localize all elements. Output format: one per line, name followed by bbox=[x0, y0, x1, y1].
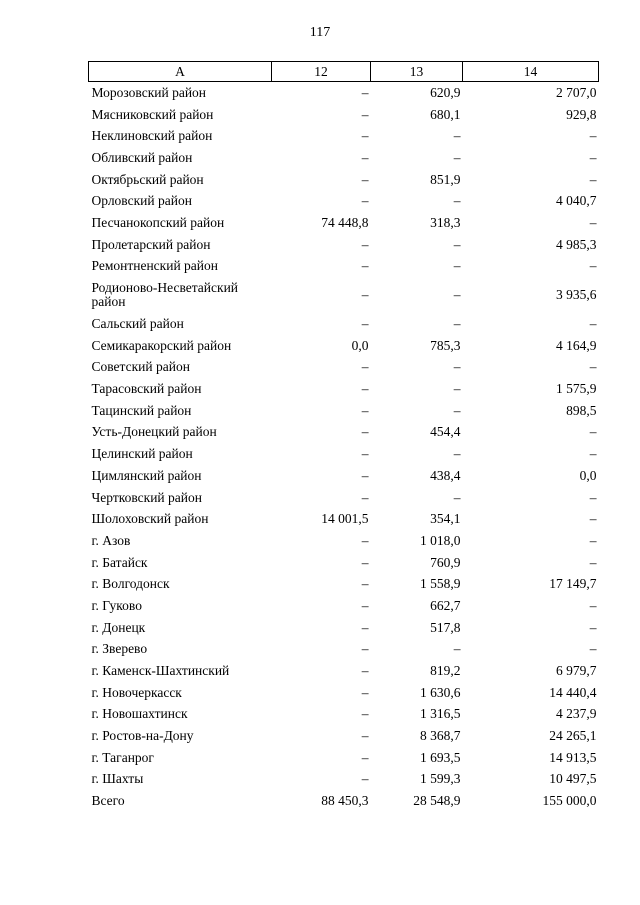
value-cell-col-12: – bbox=[361, 236, 369, 252]
table-row bbox=[89, 125, 599, 147]
value-cell-col-12: – bbox=[361, 258, 369, 274]
table-row bbox=[89, 682, 599, 704]
value-cell-col-14: 10 497,5 bbox=[549, 771, 597, 787]
value-cell-col-14: – bbox=[589, 597, 597, 613]
table-row bbox=[89, 704, 599, 726]
table-row bbox=[89, 169, 599, 191]
value-cell-col-12: – bbox=[361, 381, 369, 397]
header-cell-13: 13 bbox=[371, 62, 463, 82]
value-cell-col-12: – bbox=[361, 84, 369, 100]
value-cell-col-13: – bbox=[453, 359, 461, 375]
value-cell-col-14: – bbox=[589, 619, 597, 635]
row-label-cell: г. Волгодонск bbox=[91, 576, 170, 592]
value-cell-col-13: – bbox=[453, 258, 461, 274]
table-row bbox=[89, 660, 599, 682]
table-row bbox=[89, 508, 599, 530]
value-cell-col-12: – bbox=[361, 359, 369, 375]
value-cell-col-14: – bbox=[589, 641, 597, 657]
table-row bbox=[89, 190, 599, 212]
value-cell-col-14: 0,0 bbox=[579, 467, 597, 483]
value-cell-col-14: 14 913,5 bbox=[549, 749, 597, 765]
table-row bbox=[89, 552, 599, 574]
value-cell-col-13: – bbox=[453, 287, 461, 303]
data-table bbox=[88, 61, 599, 812]
row-label-cell: Орловский район bbox=[91, 193, 192, 209]
table-row bbox=[89, 277, 599, 313]
value-cell-col-14: 14 440,4 bbox=[549, 684, 597, 700]
value-cell-col-13: 785,3 bbox=[430, 337, 461, 353]
value-cell-col-12: – bbox=[361, 149, 369, 165]
row-label-cell: г. Шахты bbox=[91, 771, 144, 787]
value-cell-col-13: 1 018,0 bbox=[420, 532, 461, 548]
value-cell-col-14: – bbox=[589, 532, 597, 548]
value-cell-col-12: – bbox=[361, 467, 369, 483]
value-cell-col-13: – bbox=[453, 641, 461, 657]
value-cell-col-14: – bbox=[589, 214, 597, 230]
value-cell-col-14: – bbox=[589, 149, 597, 165]
value-cell-col-13: 438,4 bbox=[430, 467, 461, 483]
value-cell-col-14: – bbox=[589, 258, 597, 274]
table-row bbox=[89, 234, 599, 256]
table-row bbox=[89, 335, 599, 357]
value-cell-col-12: – bbox=[361, 684, 369, 700]
row-label-cell: Ремонтненский район bbox=[91, 258, 218, 274]
page-number: 117 bbox=[309, 25, 331, 40]
value-cell-col-12: – bbox=[361, 749, 369, 765]
row-label-cell: г. Новошахтинск bbox=[91, 706, 188, 722]
row-label-cell: г. Азов bbox=[91, 532, 131, 548]
row-label-cell: г. Зверево bbox=[91, 641, 148, 657]
table-row bbox=[89, 147, 599, 169]
row-label-cell: Пролетарский район bbox=[91, 236, 211, 252]
value-cell-col-13: 318,3 bbox=[430, 214, 461, 230]
row-label-cell: Обливский район bbox=[91, 149, 193, 165]
table-row bbox=[89, 256, 599, 278]
value-cell-col-12: 88 450,3 bbox=[321, 793, 369, 809]
value-cell-col-12: – bbox=[361, 532, 369, 548]
row-label-cell: Всего bbox=[91, 793, 125, 809]
value-cell-col-14: – bbox=[589, 128, 597, 144]
value-cell-col-13: 517,8 bbox=[430, 619, 461, 635]
row-label-cell: Тарасовский район bbox=[91, 381, 202, 397]
value-cell-col-12: – bbox=[361, 663, 369, 679]
value-cell-col-13: 354,1 bbox=[430, 511, 461, 527]
row-label-cell: г. Ростов-на-Дону bbox=[91, 728, 194, 744]
value-cell-col-12: – bbox=[361, 728, 369, 744]
table-header bbox=[89, 62, 599, 82]
value-cell-col-12: 14 001,5 bbox=[321, 511, 369, 527]
value-cell-col-13: 8 368,7 bbox=[420, 728, 461, 744]
value-cell-col-14: 6 979,7 bbox=[556, 663, 597, 679]
header-cell-12: 12 bbox=[272, 62, 371, 82]
value-cell-col-13: – bbox=[453, 236, 461, 252]
value-cell-col-12: – bbox=[361, 424, 369, 440]
header-row bbox=[89, 62, 599, 82]
value-cell-col-12: – bbox=[361, 576, 369, 592]
value-cell-col-14: 929,8 bbox=[566, 106, 597, 122]
table-row bbox=[89, 82, 599, 104]
table-row bbox=[89, 617, 599, 639]
value-cell-col-13: 454,4 bbox=[430, 424, 461, 440]
table-row bbox=[89, 790, 599, 812]
header-cell-a: А bbox=[89, 62, 272, 82]
row-label-cell: Октябрьский район bbox=[91, 171, 204, 187]
row-label-cell: г. Батайск bbox=[91, 554, 148, 570]
row-label-cell: Мясниковский район bbox=[91, 106, 214, 122]
value-cell-col-12: – bbox=[361, 171, 369, 187]
value-cell-col-14: 17 149,7 bbox=[549, 576, 597, 592]
value-cell-col-13: 1 558,9 bbox=[420, 576, 461, 592]
value-cell-col-12: – bbox=[361, 402, 369, 418]
table-row bbox=[89, 530, 599, 552]
value-cell-col-12: 74 448,8 bbox=[321, 214, 369, 230]
table-row bbox=[89, 313, 599, 335]
value-cell-col-14: – bbox=[589, 424, 597, 440]
value-cell-col-14: 155 000,0 bbox=[542, 793, 597, 809]
value-cell-col-12: – bbox=[361, 316, 369, 332]
row-label-cell: г. Гуково bbox=[91, 597, 142, 613]
value-cell-col-12: – bbox=[361, 619, 369, 635]
value-cell-col-14: 2 707,0 bbox=[556, 84, 597, 100]
table-row bbox=[89, 769, 599, 791]
value-cell-col-12: – bbox=[361, 706, 369, 722]
value-cell-col-14: 3 935,6 bbox=[556, 287, 597, 303]
value-cell-col-12: – bbox=[361, 489, 369, 505]
table-row bbox=[89, 487, 599, 509]
row-label-cell: Сальский район bbox=[91, 316, 184, 332]
value-cell-col-14: 898,5 bbox=[566, 402, 597, 418]
row-label-cell: Цимлянский район bbox=[91, 467, 202, 483]
value-cell-col-14: – bbox=[589, 554, 597, 570]
row-label-cell: Советский район bbox=[91, 359, 190, 375]
table-row bbox=[89, 465, 599, 487]
value-cell-col-13: 851,9 bbox=[430, 171, 461, 187]
value-cell-col-13: – bbox=[453, 489, 461, 505]
value-cell-col-12: – bbox=[361, 641, 369, 657]
value-cell-col-13: 1 316,5 bbox=[420, 706, 461, 722]
row-label-cell: г. Каменск-Шахтинский bbox=[91, 663, 230, 679]
row-label-cell: г. Новочеркасск bbox=[91, 684, 182, 700]
header-cell-14: 14 bbox=[463, 62, 599, 82]
row-label-cell: Неклиновский район bbox=[91, 128, 213, 144]
value-cell-col-14: – bbox=[589, 359, 597, 375]
table-row bbox=[89, 422, 599, 444]
value-cell-col-14: 4 985,3 bbox=[556, 236, 597, 252]
table-row bbox=[89, 573, 599, 595]
value-cell-col-13: – bbox=[453, 402, 461, 418]
value-cell-col-13: 662,7 bbox=[430, 597, 461, 613]
value-cell-col-13: 680,1 bbox=[430, 106, 461, 122]
value-cell-col-13: 760,9 bbox=[430, 554, 461, 570]
row-label-cell: Родионово-Несветайский район bbox=[91, 280, 239, 310]
value-cell-col-13: 1 599,3 bbox=[420, 771, 461, 787]
value-cell-col-14: 24 265,1 bbox=[549, 728, 597, 744]
value-cell-col-13: 620,9 bbox=[430, 84, 461, 100]
value-cell-col-14: – bbox=[589, 446, 597, 462]
value-cell-col-13: 1 630,6 bbox=[420, 684, 461, 700]
row-label-cell: Морозовский район bbox=[91, 84, 207, 100]
value-cell-col-13: – bbox=[453, 446, 461, 462]
row-label-cell: Целинский район bbox=[91, 446, 193, 462]
row-label-cell: Песчанокопский район bbox=[91, 214, 225, 230]
value-cell-col-12: – bbox=[361, 193, 369, 209]
table-row bbox=[89, 443, 599, 465]
table-row bbox=[89, 747, 599, 769]
value-cell-col-13: 28 548,9 bbox=[413, 793, 461, 809]
table-row bbox=[89, 400, 599, 422]
table-row bbox=[89, 357, 599, 379]
value-cell-col-12: – bbox=[361, 771, 369, 787]
table-row bbox=[89, 639, 599, 661]
row-label-cell: г. Таганрог bbox=[91, 749, 154, 765]
value-cell-col-14: – bbox=[589, 511, 597, 527]
value-cell-col-12: – bbox=[361, 597, 369, 613]
table-body bbox=[89, 82, 599, 813]
row-label-cell: г. Донецк bbox=[91, 619, 146, 635]
value-cell-col-12: – bbox=[361, 554, 369, 570]
value-cell-col-13: – bbox=[453, 149, 461, 165]
row-label-cell: Усть-Донецкий район bbox=[91, 424, 217, 440]
row-label-cell: Шолоховский район bbox=[91, 511, 209, 527]
value-cell-col-14: – bbox=[589, 316, 597, 332]
value-cell-col-14: 4 164,9 bbox=[556, 337, 597, 353]
value-cell-col-14: – bbox=[589, 489, 597, 505]
row-label-cell: Тацинский район bbox=[91, 402, 192, 418]
value-cell-col-14: – bbox=[589, 171, 597, 187]
value-cell-col-14: 1 575,9 bbox=[556, 381, 597, 397]
value-cell-col-14: 4 040,7 bbox=[556, 193, 597, 209]
value-cell-col-12: – bbox=[361, 446, 369, 462]
value-cell-col-13: – bbox=[453, 193, 461, 209]
value-cell-col-12: – bbox=[361, 128, 369, 144]
table-row bbox=[89, 104, 599, 126]
table-row bbox=[89, 725, 599, 747]
value-cell-col-14: 4 237,9 bbox=[556, 706, 597, 722]
value-cell-col-13: – bbox=[453, 128, 461, 144]
value-cell-col-12: – bbox=[361, 287, 369, 303]
table-row bbox=[89, 378, 599, 400]
table-row bbox=[89, 212, 599, 234]
row-label-cell: Чертковский район bbox=[91, 489, 202, 505]
value-cell-col-13: – bbox=[453, 381, 461, 397]
value-cell-col-12: – bbox=[361, 106, 369, 122]
table-row bbox=[89, 595, 599, 617]
value-cell-col-12: 0,0 bbox=[351, 337, 369, 353]
value-cell-col-13: – bbox=[453, 316, 461, 332]
value-cell-col-13: 1 693,5 bbox=[420, 749, 461, 765]
row-label-cell: Семикаракорский район bbox=[91, 337, 232, 353]
value-cell-col-13: 819,2 bbox=[430, 663, 461, 679]
